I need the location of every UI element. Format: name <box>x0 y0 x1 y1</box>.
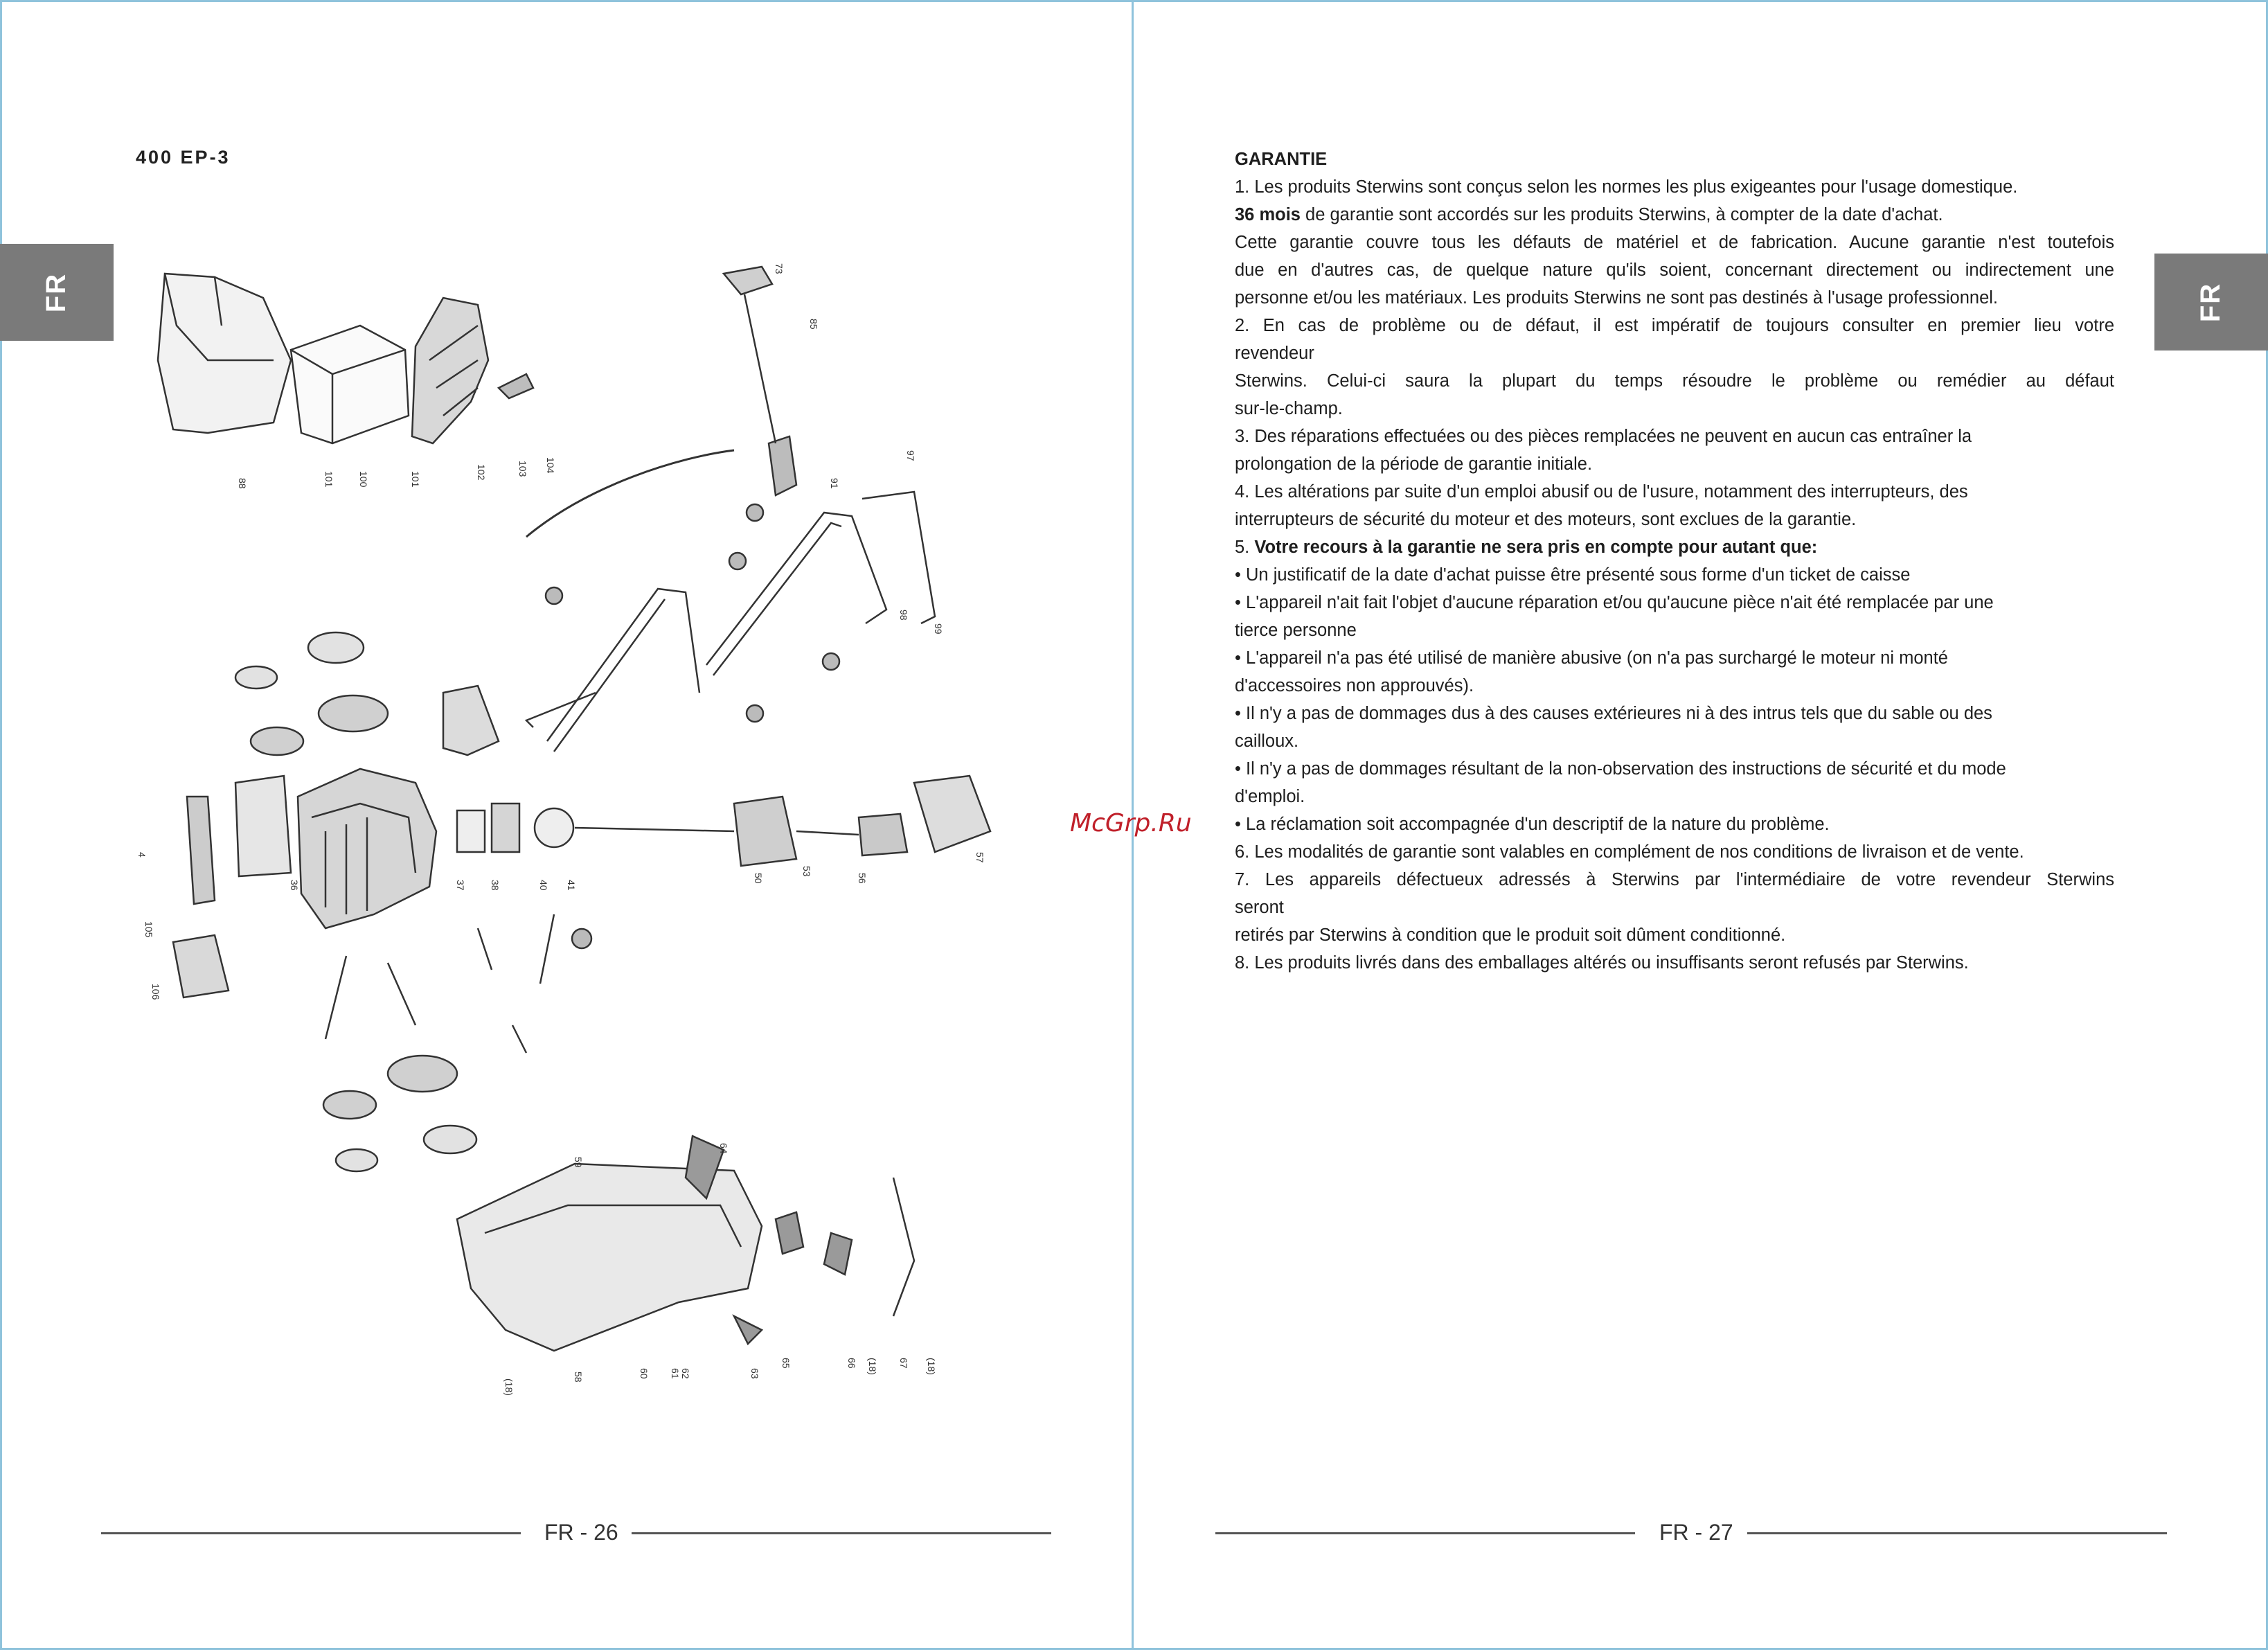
warranty-item-5-bold: Votre recours à la garantie ne sera pris en compte pour autant que: <box>1254 538 1818 557</box>
rear-flap-part <box>412 298 533 443</box>
lower-handle-part <box>526 589 699 752</box>
fan-part <box>235 776 291 876</box>
warranty-item-7-line-1: 7. Les appareils défectueux adressés à Sterwins par l'intermédiaire de votre revendeur Sterwins <box>1235 870 2114 889</box>
motor-assembly-part <box>457 776 990 866</box>
charger-part <box>173 935 229 997</box>
warranty-item-4-line-2: interrupteurs de sécurité du moteur et des moteurs, sont exclues de la garantie. <box>1235 510 1857 529</box>
deck-housing-part <box>298 769 436 928</box>
footer-rule-left-b <box>632 1532 1051 1534</box>
svg-text:105: 105 <box>143 921 154 938</box>
svg-text:63: 63 <box>749 1368 760 1379</box>
mulching-kit-part <box>457 1136 914 1351</box>
switch-box-part <box>724 267 796 495</box>
svg-text:91: 91 <box>829 478 840 489</box>
warranty-condition-2-line-1: • L'appareil n'ait fait l'objet d'aucune réparation et/ou qu'aucune pièce n'ait été remplacée par une <box>1235 593 1994 612</box>
svg-text:(18): (18) <box>867 1358 878 1375</box>
svg-text:38: 38 <box>490 880 501 891</box>
height-adjust-part <box>325 914 591 1053</box>
warranty-section <box>1235 145 2114 977</box>
exploded-parts-diagram <box>0 0 1133 1455</box>
svg-text:102: 102 <box>476 464 487 481</box>
svg-text:41: 41 <box>566 880 577 891</box>
svg-text:(18): (18) <box>503 1378 515 1396</box>
warranty-condition-2-line-2: tierce personne <box>1235 621 1357 640</box>
watermark: McGrp.Ru <box>1070 809 1192 837</box>
warranty-condition-5-line-1: • Il n'y a pas de dommages résultant de la non-observation des instructions de sécurité et du mode <box>1235 759 2006 779</box>
warranty-item-2-line-2: revendeur <box>1235 344 1314 363</box>
warranty-condition-3-line-1: • L'appareil n'a pas été utilisé de manière abusive (on n'a pas surchargé le moteur ni monté <box>1235 648 1948 668</box>
svg-text:98: 98 <box>898 610 909 621</box>
page-number-right: FR - 27 <box>1659 1520 1733 1545</box>
footer-rule-right-b <box>1747 1532 2167 1534</box>
svg-text:85: 85 <box>808 319 819 330</box>
warranty-heading: GARANTIE <box>1235 150 1328 169</box>
svg-text:(18): (18) <box>926 1358 937 1375</box>
language-tab-right <box>2154 254 2268 351</box>
blade-part <box>187 797 215 904</box>
svg-text:99: 99 <box>933 623 944 635</box>
warranty-item-3-line-1: 3. Des réparations effectuées ou des pièces remplacées ne peuvent en aucun cas entraîner la <box>1235 427 1972 446</box>
svg-text:104: 104 <box>545 457 556 474</box>
svg-text:62: 62 <box>680 1368 691 1379</box>
warranty-condition-1: • Un justificatif de la date d'achat puisse être présenté sous forme d'un ticket de caisse <box>1235 565 1911 585</box>
warranty-condition-5-line-2: d'emploi. <box>1235 787 1305 806</box>
warranty-item-5 <box>1235 533 2114 561</box>
warranty-condition-4-line-2: cailloux. <box>1235 731 1299 751</box>
svg-text:53: 53 <box>801 866 812 877</box>
warranty-coverage-line-1: Cette garantie couvre tous les défauts de matériel et de fabrication. Aucune garantie n'est toutefois <box>1235 233 2114 252</box>
svg-text:56: 56 <box>857 873 868 884</box>
warranty-condition-3-line-2: d'accessoires non approuvés). <box>1235 676 1474 695</box>
svg-text:101: 101 <box>323 471 334 488</box>
warranty-coverage-line-2: due en d'autres cas, de quelque nature qu'ils soient, concernant directement ou indirectement une <box>1235 260 2114 280</box>
svg-text:40: 40 <box>538 880 549 891</box>
svg-text:106: 106 <box>150 984 161 1000</box>
svg-text:65: 65 <box>780 1358 792 1369</box>
svg-text:66: 66 <box>846 1358 857 1369</box>
language-tab-label: FR <box>2195 282 2226 322</box>
warranty-item-5-number: 5. <box>1235 538 1255 557</box>
svg-text:60: 60 <box>639 1368 650 1379</box>
battery-pack-part <box>443 686 499 755</box>
cable-part <box>526 450 734 537</box>
svg-text:36: 36 <box>289 880 300 891</box>
warranty-item-8: 8. Les produits livrés dans des emballages altérés ou insuffisants seront refusés par Sterwins. <box>1235 953 1969 973</box>
warranty-duration-bold: 36 mois <box>1235 205 1301 224</box>
svg-text:37: 37 <box>455 880 466 891</box>
warranty-item-1: 1. Les produits Sterwins sont conçus selon les normes les plus exigeantes pour l'usage domestique. <box>1235 177 2018 197</box>
warranty-duration <box>1235 201 2114 229</box>
svg-text:61: 61 <box>670 1368 681 1379</box>
warranty-item-3-line-2: prolongation de la période de garantie initiale. <box>1235 454 1593 474</box>
svg-text:58: 58 <box>573 1372 584 1383</box>
svg-text:73: 73 <box>774 263 785 274</box>
warranty-duration-text: de garantie sont accordés sur les produits Sterwins, à compter de la date d'achat. <box>1300 205 1943 224</box>
warranty-item-6: 6. Les modalités de garantie sont valables en complément de nos conditions de livraison et de vente. <box>1235 842 2024 862</box>
svg-text:88: 88 <box>237 478 248 489</box>
grass-bag-part <box>158 274 291 433</box>
grass-bag-frame-part <box>291 326 409 443</box>
warranty-coverage-line-3: personne et/ou les matériaux. Les produits Sterwins ne sont pas destinés à l'usage professionnel. <box>1235 288 1999 308</box>
svg-text:64: 64 <box>718 1143 729 1154</box>
warranty-item-2-line-4: sur-le-champ. <box>1235 399 1343 418</box>
language-tab-label: FR <box>41 272 72 312</box>
upper-handle-part <box>706 492 935 675</box>
warranty-condition-4-line-1: • Il n'y a pas de dommages dus à des causes extérieures ni à des intrus tels que du sable ou des <box>1235 704 1992 723</box>
svg-text:103: 103 <box>517 461 528 477</box>
warranty-item-2-line-3: Sterwins. Celui-ci saura la plupart du temps résoudre le problème ou remédier au défaut <box>1235 371 2114 391</box>
warranty-item-7-line-3: retirés par Sterwins à condition que le produit soit dûment conditionné. <box>1235 925 1786 945</box>
left-page <box>0 0 1133 1650</box>
handle-knob-parts <box>546 504 839 722</box>
svg-text:101: 101 <box>410 471 421 488</box>
warranty-item-4-line-1: 4. Les altérations par suite d'un emploi abusif ou de l'usure, notamment des interrupteurs, des <box>1235 482 1968 502</box>
svg-text:67: 67 <box>898 1358 909 1369</box>
svg-text:97: 97 <box>905 450 916 461</box>
model-title: 400 EP-3 <box>136 147 231 168</box>
warranty-item-7-line-2: seront <box>1235 898 1284 917</box>
svg-text:57: 57 <box>974 852 985 863</box>
footer-rule-right-a <box>1215 1532 1635 1534</box>
footer-rule-left-a <box>101 1532 521 1534</box>
svg-text:50: 50 <box>753 873 764 884</box>
svg-text:59: 59 <box>573 1157 584 1168</box>
svg-text:100: 100 <box>358 471 369 488</box>
svg-text:4: 4 <box>136 852 148 858</box>
warranty-item-2-line-1: 2. En cas de problème ou de défaut, il est impératif de toujours consulter en premier lieu votre <box>1235 316 2114 335</box>
warranty-condition-6: • La réclamation soit accompagnée d'un descriptif de la nature du problème. <box>1235 815 1830 834</box>
page-number-left: FR - 26 <box>544 1520 618 1545</box>
